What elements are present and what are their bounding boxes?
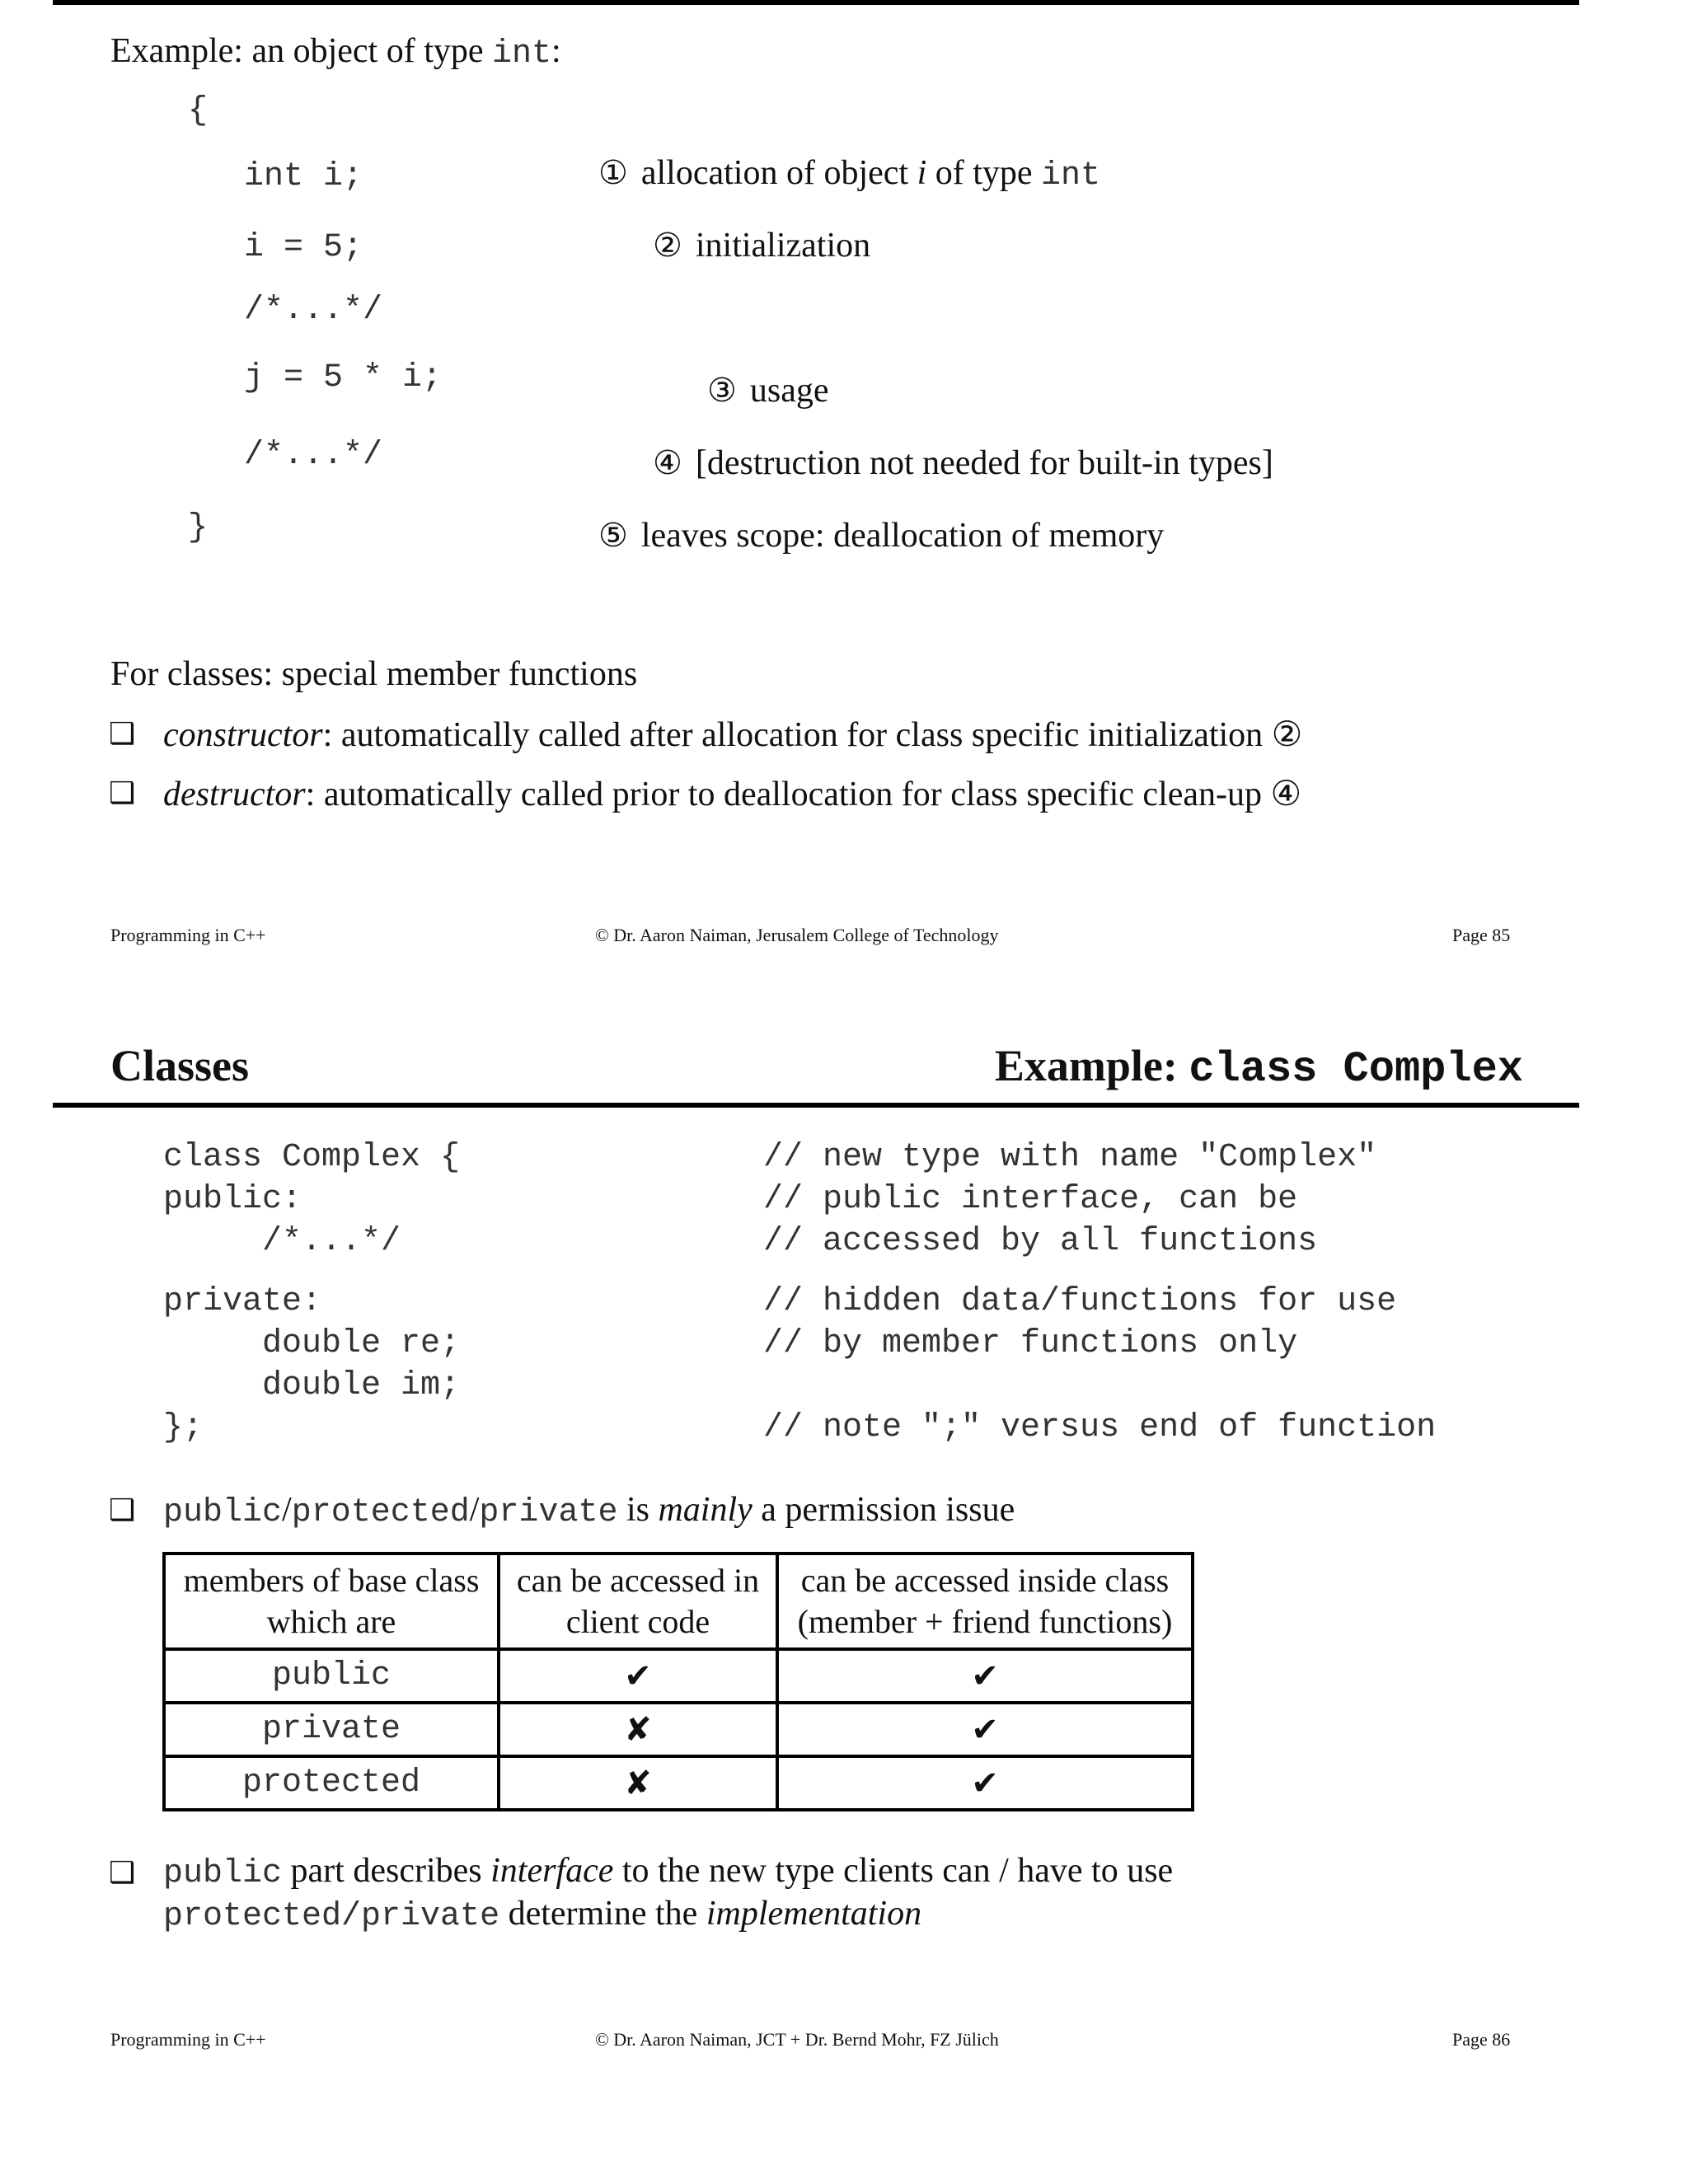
step-5-marker: ⑤: [598, 517, 628, 555]
class-code-comment: // new type with name "Complex": [763, 1139, 1377, 1176]
class-code-line: double im;: [163, 1367, 461, 1404]
table-header-members: members of base class which are: [164, 1554, 499, 1649]
classes-intro: For classes: special member functions: [110, 655, 638, 693]
class-code-line: public:: [163, 1181, 302, 1218]
class-code-comment: // note ";" versus end of function: [763, 1409, 1437, 1446]
class-code-line: /*...*/: [163, 1223, 401, 1260]
checkbox-icon: ❑: [109, 776, 136, 810]
table-header-inside: can be accessed inside class (member + friend functions): [777, 1554, 1193, 1649]
step-usage: ③ usage: [707, 372, 829, 410]
code-line-1: int i;: [244, 158, 363, 195]
footer-left: Programming in C++: [110, 925, 266, 945]
cross-icon: ✘: [499, 1703, 777, 1756]
checkbox-icon: ❑: [109, 1856, 136, 1890]
step-destruction: ④ [destruction not needed for built-in types]: [653, 444, 1273, 482]
table-row: [164, 1756, 1193, 1810]
cross-icon: ✘: [499, 1756, 777, 1810]
table-row: [164, 1703, 1193, 1756]
checkbox-icon: ❑: [109, 717, 136, 751]
class-code-line: double re;: [163, 1325, 461, 1362]
check-icon: ✔: [777, 1756, 1193, 1810]
class-code-line: };: [163, 1409, 204, 1446]
step-leaves-scope: ⑤ leaves scope: deallocation of memory: [598, 517, 1165, 555]
check-icon: ✔: [499, 1649, 777, 1703]
bullet-constructor: constructor: automatically called after allocation for class specific initialization ②: [163, 716, 1303, 754]
footer-left: Programming in C++: [110, 2029, 266, 2050]
table-header-client: can be accessed in client code: [499, 1554, 777, 1649]
footer-page-number: Page 86: [1452, 2029, 1511, 2050]
table-header-row: [164, 1554, 1193, 1649]
example-title: Example: class Complex: [994, 1041, 1523, 1094]
footer-center: © Dr. Aaron Naiman, JCT + Dr. Bernd Mohr, FZ Jülich: [595, 2029, 999, 2050]
code-line-3: /*...*/: [244, 292, 383, 329]
title-rule: [53, 1103, 1579, 1108]
class-code-comment: // hidden data/functions for use: [763, 1283, 1397, 1320]
step-1-marker: ①: [598, 154, 628, 192]
table-cell-kind: private: [164, 1703, 499, 1756]
page-title: Classes: [110, 1041, 250, 1090]
class-code-comment: // by member functions only: [763, 1325, 1298, 1362]
step-4-marker: ④: [653, 444, 682, 482]
table-cell-kind: protected: [164, 1756, 499, 1810]
code-line-2: i = 5;: [244, 229, 363, 266]
access-table: [162, 1552, 1194, 1811]
top-rule: [53, 0, 1579, 5]
class-code-line: private:: [163, 1283, 322, 1320]
code-line-4: j = 5 * i;: [244, 359, 443, 396]
class-code-comment: // accessed by all functions: [763, 1223, 1318, 1260]
table-row: [164, 1649, 1193, 1703]
check-icon: ✔: [777, 1703, 1193, 1756]
code-line-5: /*...*/: [244, 437, 383, 474]
bullet-implementation: protected/private determine the implementation: [163, 1895, 922, 1935]
step-initialization: ② initialization: [653, 227, 871, 265]
footer-page-number: Page 85: [1452, 925, 1511, 945]
class-code-line: class Complex {: [163, 1139, 461, 1176]
code-close-brace: }: [188, 509, 209, 546]
bullet-interface: public part describes interface to the new type clients can / have to use: [163, 1852, 1174, 1892]
example-heading: Example: an object of type int:: [110, 32, 561, 73]
footer-center: © Dr. Aaron Naiman, Jerusalem College of Technology: [595, 925, 999, 945]
check-icon: ✔: [777, 1649, 1193, 1703]
table-cell-kind: public: [164, 1649, 499, 1703]
checkbox-icon: ❑: [109, 1493, 136, 1527]
bullet-permission: public/protected/private is mainly a permission issue: [163, 1491, 1015, 1531]
bullet-destructor: destructor: automatically called prior to deallocation for class specific clean-up ④: [163, 776, 1302, 813]
class-code-comment: // public interface, can be: [763, 1181, 1298, 1218]
code-open-brace: {: [188, 92, 209, 129]
step-2-marker: ②: [653, 227, 682, 265]
step-allocation: ① allocation of object i of type int: [598, 154, 1101, 194]
step-3-marker: ③: [707, 372, 737, 410]
